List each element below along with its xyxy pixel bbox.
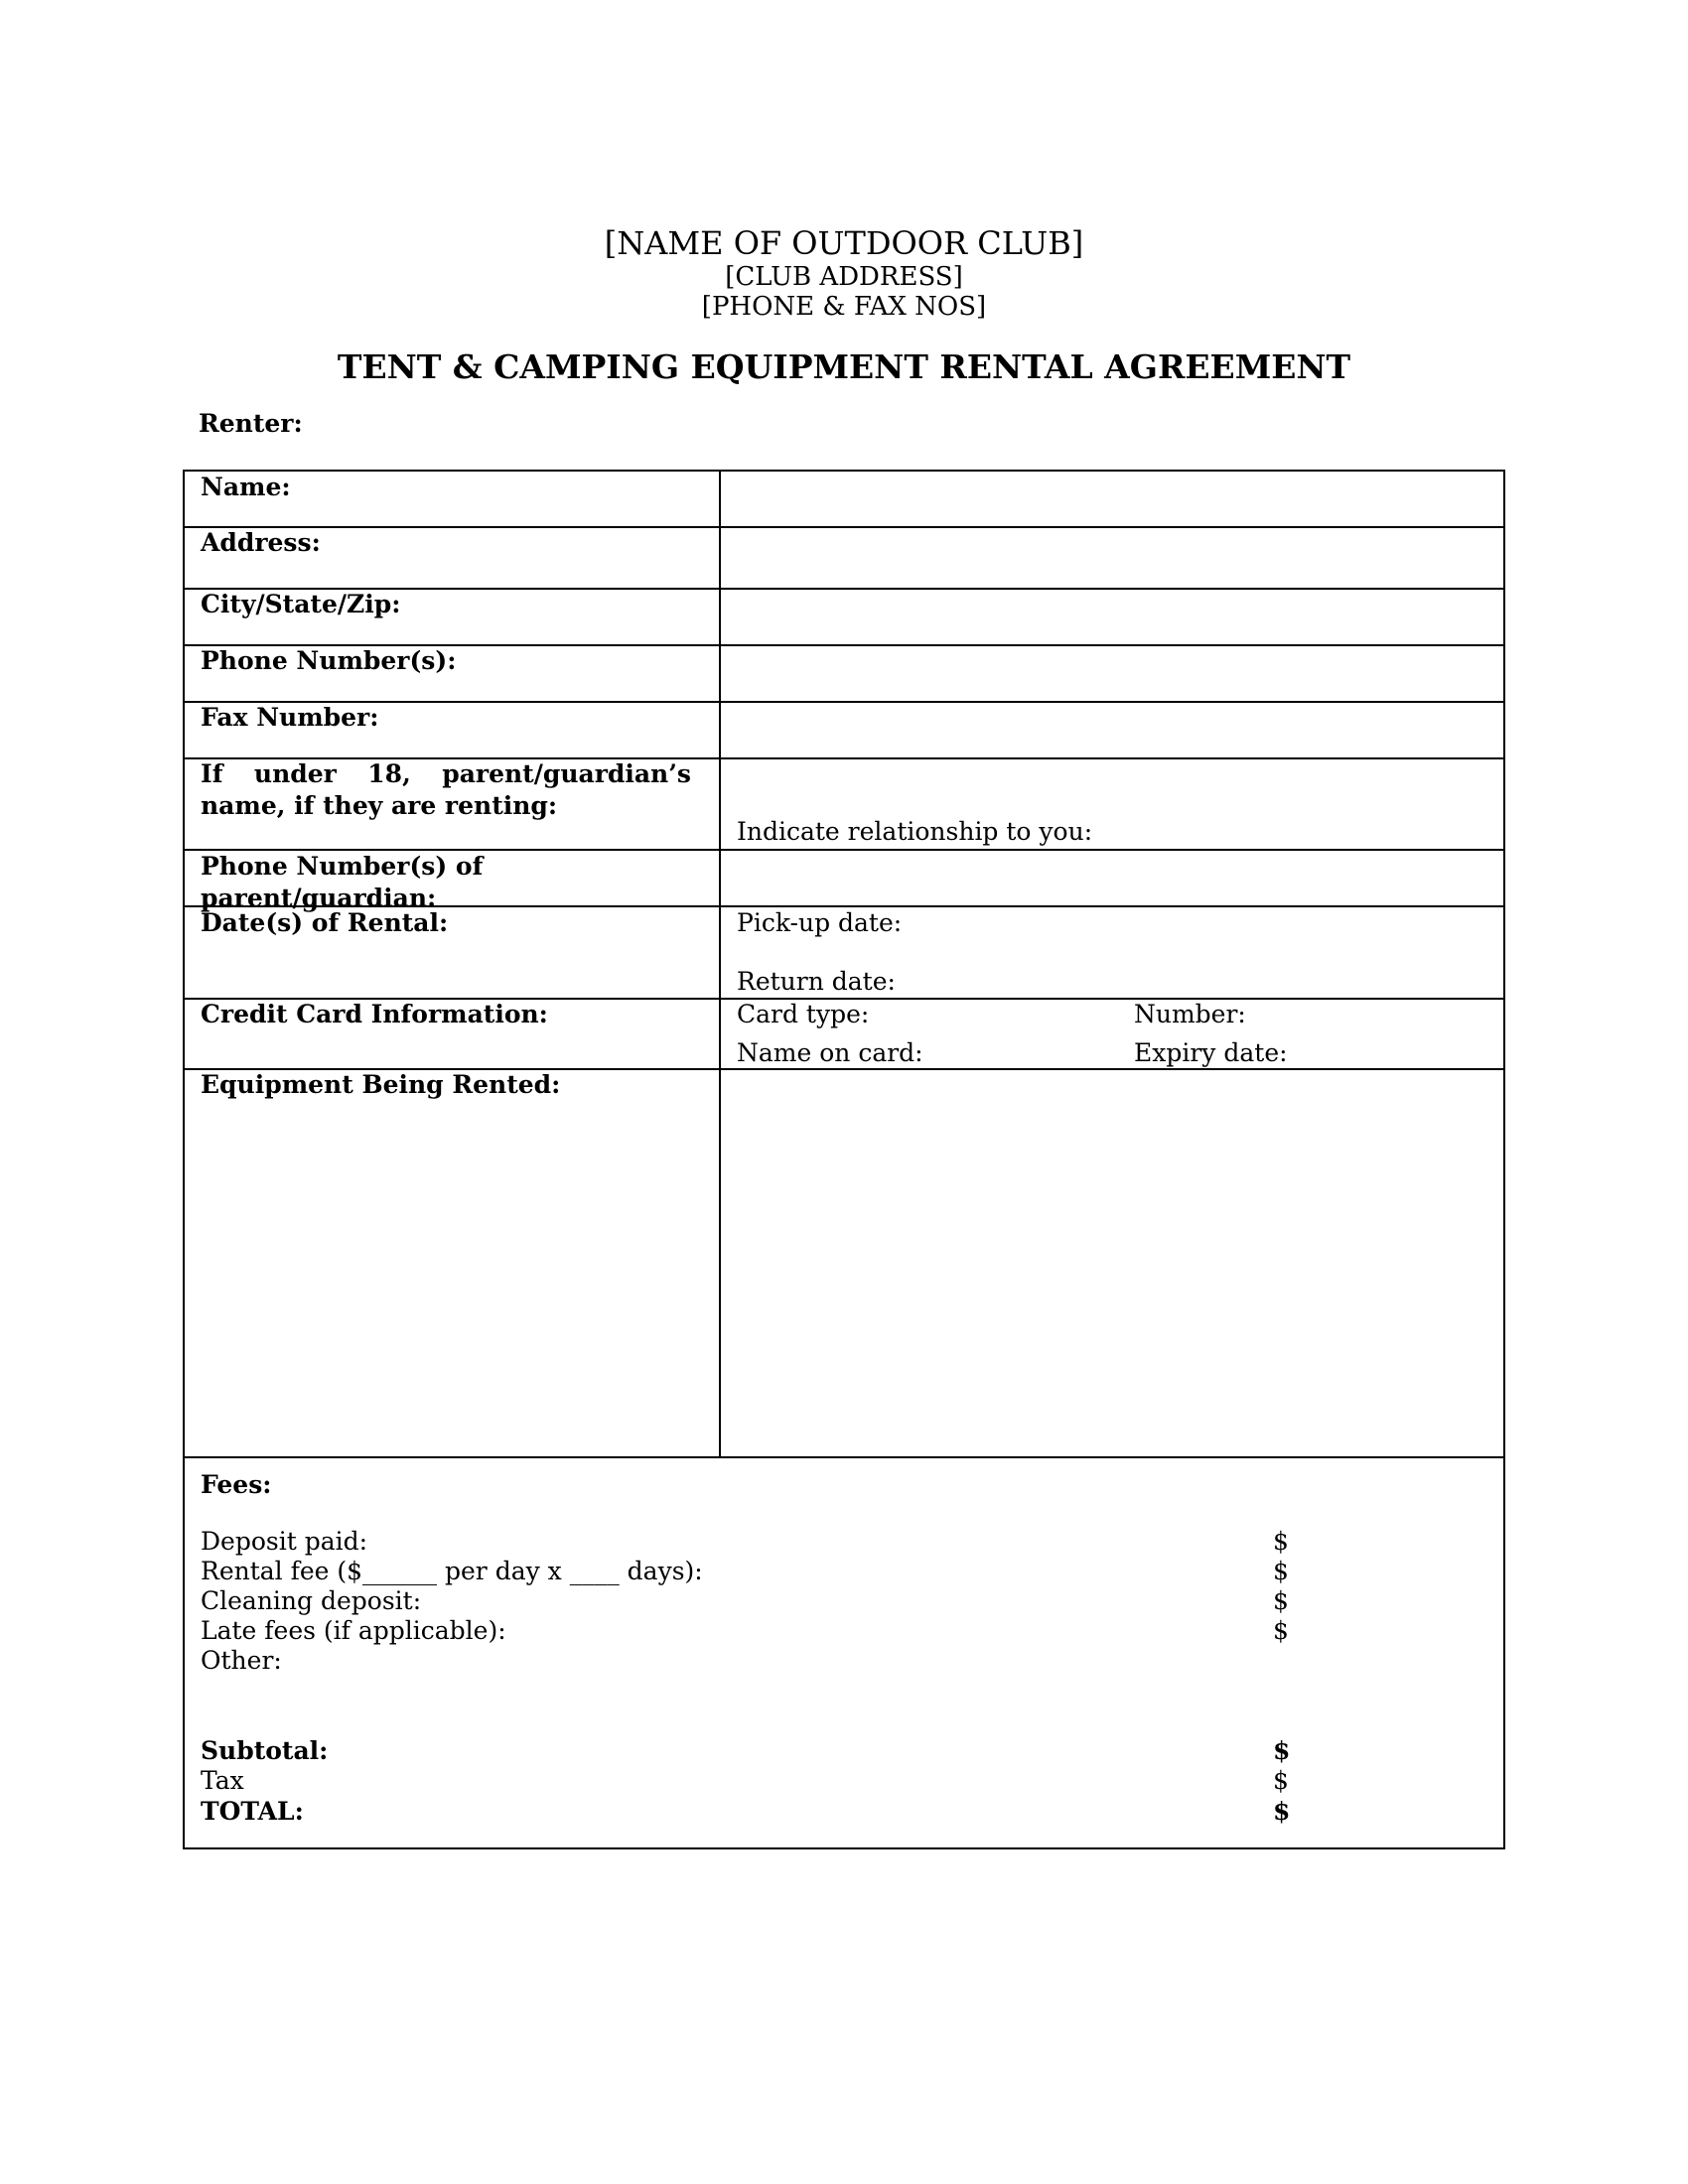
subtotal-currency: $ — [1273, 1736, 1291, 1765]
pickup-date-label: Pick-up date: — [737, 908, 903, 937]
expiry-date-label: Expiry date: — [1134, 1038, 1288, 1067]
fee-item-currency: $ — [1273, 1527, 1289, 1556]
renter-label: Renter: — [199, 409, 303, 438]
document-title: TENT & CAMPING EQUIPMENT RENTAL AGREEMENT — [337, 347, 1351, 386]
row-divider — [185, 1456, 1503, 1458]
address-label: Address: — [201, 528, 321, 557]
club-phone-fax: [PHONE & FAX NOS] — [701, 292, 987, 322]
equipment-label: Equipment Being Rented: — [201, 1070, 561, 1099]
phone-label: Phone Number(s): — [201, 646, 457, 675]
guardian-name-label: If under 18, parent/guardian’s name, if they are renting: — [201, 759, 691, 820]
guardian-phone-label: Phone Number(s) of parent/guardian: — [201, 852, 484, 912]
card-number-label: Number: — [1134, 1000, 1246, 1028]
credit-card-label: Credit Card Information: — [201, 1000, 548, 1028]
fee-item-label: Cleaning deposit: — [201, 1586, 422, 1615]
total-currency: $ — [1273, 1797, 1291, 1826]
relationship-label: Indicate relationship to you: — [737, 817, 1093, 846]
subtotal-label: Subtotal: — [201, 1736, 329, 1765]
fee-item-currency: $ — [1273, 1557, 1289, 1585]
fee-item-currency: $ — [1273, 1586, 1289, 1615]
name-on-card-label: Name on card: — [737, 1038, 923, 1067]
fee-item-label: Deposit paid: — [201, 1527, 368, 1556]
card-type-label: Card type: — [737, 1000, 870, 1028]
fee-item-label: Late fees (if applicable): — [201, 1616, 506, 1645]
fee-item-currency: $ — [1273, 1616, 1289, 1645]
return-date-label: Return date: — [737, 967, 896, 996]
city-state-zip-label: City/State/Zip: — [201, 590, 401, 618]
total-label: TOTAL: — [201, 1797, 304, 1826]
column-divider — [719, 472, 721, 1458]
rental-dates-label: Date(s) of Rental: — [201, 908, 449, 937]
name-label: Name: — [201, 473, 291, 501]
fee-item-label: Rental fee ($______ per day x ____ days): — [201, 1557, 703, 1585]
rental-form-table — [183, 470, 1505, 1849]
fee-item-label: Other: — [201, 1646, 282, 1675]
club-address: [CLUB ADDRESS] — [725, 262, 963, 292]
fax-label: Fax Number: — [201, 703, 379, 732]
tax-label: Tax — [201, 1766, 244, 1795]
tax-currency: $ — [1273, 1766, 1289, 1795]
fees-title: Fees: — [201, 1470, 272, 1499]
club-name: [NAME OF OUTDOOR CLUB] — [604, 224, 1084, 262]
